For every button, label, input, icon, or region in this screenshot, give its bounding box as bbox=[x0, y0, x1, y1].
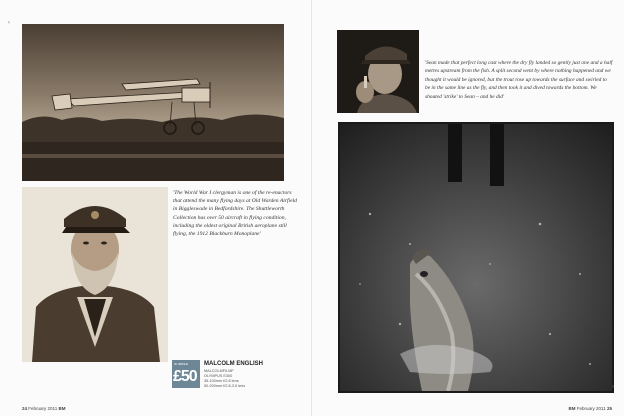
photographer-name: MALCOLM ENGLISH bbox=[204, 361, 263, 367]
left-mag: BM bbox=[58, 406, 66, 411]
aeroplane-photo bbox=[22, 24, 284, 181]
right-folio bbox=[569, 406, 612, 411]
prize-badge bbox=[172, 360, 200, 388]
clergyman-caption: 'The World War I clergyman is one of the re-enactors that attend the many flying days at Old Warden Airfield in Biggleswade in Bedfordshire. The Shuttleworth Collection has over 50 aircraft in flying condition, including the oldest original British aeroplane still flying, the 1912 Blackburn Monoplane' bbox=[173, 190, 297, 238]
trout-photo bbox=[338, 122, 614, 393]
right-page-number: 25 bbox=[606, 406, 612, 411]
clergyman-portrait bbox=[22, 187, 168, 362]
credit-line-3: 35-100mm f/2.8 lens bbox=[204, 379, 239, 383]
angler-portrait bbox=[337, 30, 419, 113]
right-mag: BM bbox=[568, 406, 576, 411]
left-folio bbox=[22, 406, 65, 411]
left-page-number: 24 bbox=[22, 406, 28, 411]
badge-label: NUMBER bbox=[174, 362, 189, 366]
credit-line-4: 50-200mm f/2.8-3.5 lens bbox=[204, 384, 246, 388]
fishing-caption: 'Sean made that perfect long cast where the dry fly landed so gently just one and a half metres upstream from the fish. A split second went by where nothing happened and we thought it would be ignored, but the trout rose up towards the surface and swirled to be in the same line as the fly, and then took it and dived towards the bottom. We shouted 'strike' to Sean – and he did' bbox=[425, 60, 613, 100]
photographer-credit bbox=[170, 360, 310, 390]
badge-number: £50 bbox=[173, 368, 197, 385]
right-page bbox=[312, 0, 624, 416]
left-issue: February 2011 bbox=[28, 406, 58, 411]
credit-line-1: MALCOLMFILMF bbox=[204, 369, 234, 373]
right-issue: February 2011 bbox=[576, 406, 606, 411]
next-page-icon[interactable]: › bbox=[612, 384, 614, 390]
credit-line-2: OLYMPUS E300 bbox=[204, 374, 233, 378]
prev-page-icon[interactable]: ‹ bbox=[8, 20, 10, 26]
